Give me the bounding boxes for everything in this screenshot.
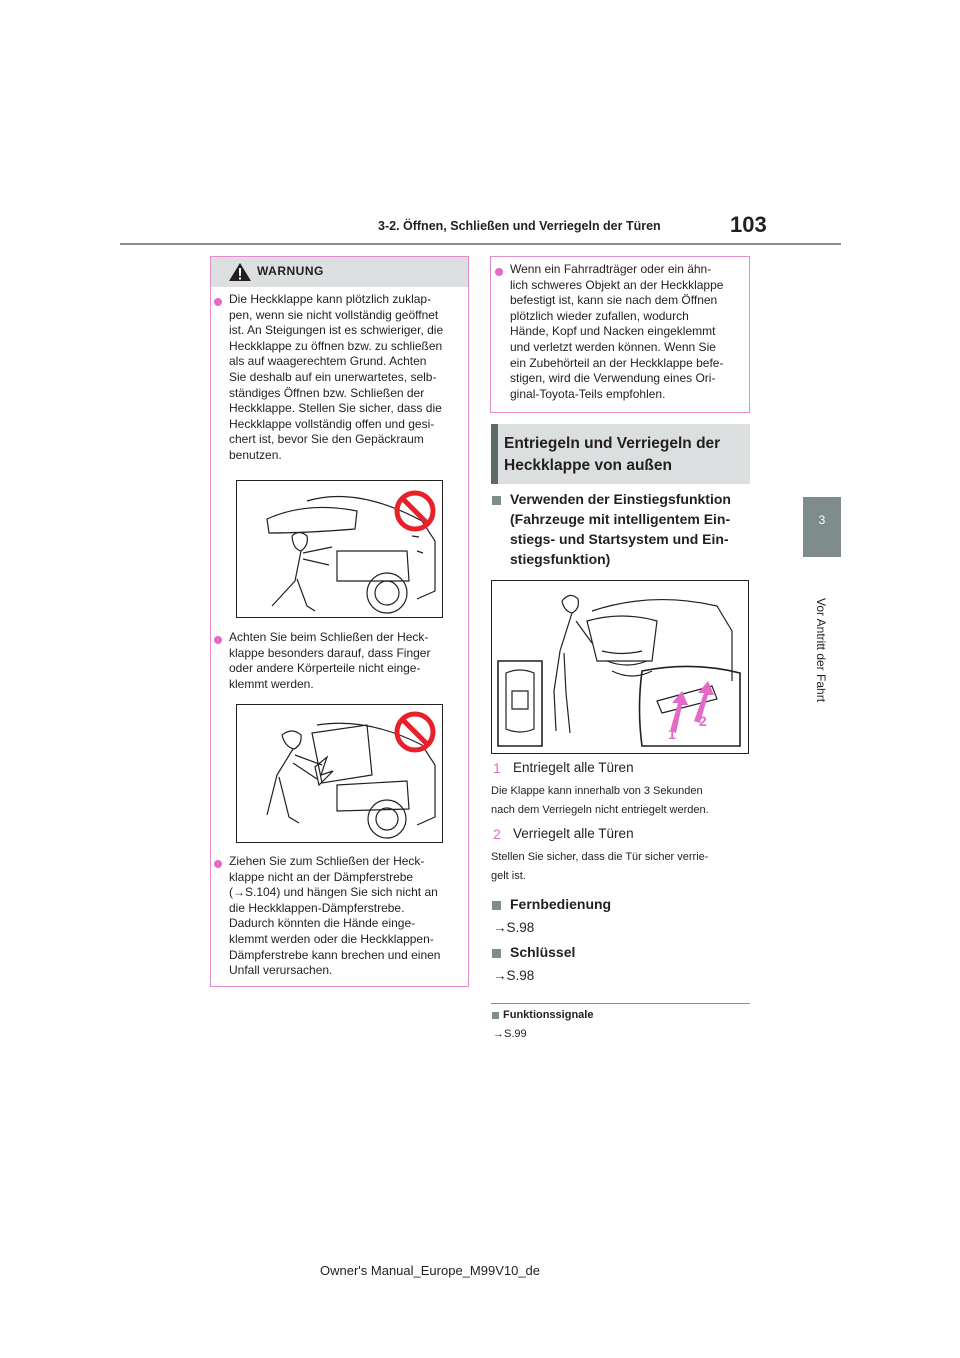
section-heading-bar <box>491 424 498 484</box>
text-line: ginal-Toyota-Teils empfohlen. <box>510 386 666 401</box>
square-bullet-icon <box>492 496 501 505</box>
chapter-side-title <box>808 575 834 725</box>
illustration-tailgate-opening <box>236 480 443 618</box>
note-line: gelt ist. <box>491 870 526 882</box>
step-label-1: Entriegelt alle Türen <box>513 760 634 775</box>
text-line: Wenn ein Fahrradträger oder ein ähn- <box>510 262 712 276</box>
text-line: oder andere Körperteile nicht einge- <box>229 661 421 676</box>
text-line: plötzlich wieder zufallen, wodurch <box>510 308 689 323</box>
running-header: 3-2. Öffnen, Schließen und Verriegeln der Türen <box>378 219 661 233</box>
text-line: Achten Sie beim Schließen der Heck- <box>229 630 429 644</box>
bullet-dot-icon <box>495 268 503 276</box>
text-line: Unfall verursachen. <box>229 963 333 978</box>
reference-signals[interactable]: →S.99 <box>493 1028 527 1040</box>
illustration-door-handle <box>491 580 749 754</box>
text-line: chert ist, bevor Sie den Gepäckraum <box>229 432 424 447</box>
square-bullet-icon <box>492 1012 499 1019</box>
chapter-tab[interactable]: 3 <box>803 497 841 557</box>
prohibition-icon <box>393 710 437 754</box>
door-handle-drawing <box>492 581 748 753</box>
text-line: Sie deshalb auf ein unerwartetes, selb- <box>229 369 437 384</box>
note-line: Stellen Sie sicher, dass die Tür sicher verrie- <box>491 851 709 863</box>
text-line: Dadurch könnten die Hände einge- <box>229 916 416 931</box>
subheading-signals: Funktionssignale <box>503 1009 594 1021</box>
section-title <box>504 433 720 477</box>
bullet-dot-icon <box>214 636 222 644</box>
text-line: klemmt werden oder die Heckklappen- <box>229 931 434 946</box>
square-bullet-icon <box>492 949 501 958</box>
warning-bullet-3 <box>229 854 440 979</box>
text-line: Heckklappe zu öffnen bzw. zu schließen <box>229 338 443 353</box>
warning-bullet-2 <box>229 630 430 692</box>
square-bullet-icon <box>492 901 501 910</box>
reference-remote[interactable]: →S.98 <box>493 920 535 935</box>
text-line: als auf waagerechtem Grund. Achten <box>229 354 427 369</box>
step-note-2 <box>491 848 708 886</box>
text-line: Die Heckklappe kann plötzlich zuklap- <box>229 292 432 306</box>
warning-bullet-1 <box>229 292 443 464</box>
title-line: Entriegeln und Verriegeln der <box>504 435 721 452</box>
subheading-line: stiegsfunktion) <box>510 551 611 567</box>
bullet-dot-icon <box>214 860 222 868</box>
note-line: Die Klappe kann innerhalb von 3 Sekunden <box>491 785 703 797</box>
bullet-dot-icon <box>214 298 222 306</box>
text-line: klappe nicht an der Dämpferstrebe <box>229 869 414 884</box>
text-line: klappe besonders darauf, dass Finger <box>229 645 431 660</box>
illustration-tailgate-closing <box>236 704 443 843</box>
text-line: Heckklappe vollständig offen und gesi- <box>229 416 435 431</box>
text-line: ist. An Steigungen ist es schwieriger, die <box>229 323 444 338</box>
text-line: pen, wenn sie nicht vollständig geöffnet <box>229 307 439 322</box>
subheading-line: stiegs- und Startsystem und Ein- <box>510 531 729 547</box>
text-line: Heckklappe. Stellen Sie sicher, dass die <box>229 401 442 416</box>
text-line: befestigt ist, kann sie nach dem Öffnen <box>510 293 718 308</box>
prohibition-icon <box>393 489 437 533</box>
chapter-title-text: Vor Antritt der Fahrt <box>814 597 828 703</box>
text-line: ein Zubehörteil an der Heckklappe befe- <box>510 355 724 370</box>
title-line: Heckklappe von außen <box>504 457 672 474</box>
text-line: Dämpferstrebe kann brechen und einen <box>229 947 441 962</box>
text-line: Ziehen Sie zum Schließen der Heck- <box>229 854 425 868</box>
note-line: nach dem Verriegeln nicht entriegelt werden. <box>491 804 709 816</box>
text-line: (→S.104) und hängen Sie sich nicht an <box>229 885 438 900</box>
subheading-key: Schlüssel <box>510 944 576 960</box>
section-divider <box>491 1003 750 1004</box>
text-line: benutzen. <box>229 447 282 462</box>
text-line: und verletzt werden können. Wenn Sie <box>510 339 716 354</box>
figure-label-2: 2 <box>699 713 707 729</box>
text-line: ständiges Öffnen bzw. Schließen der <box>229 385 425 400</box>
reference-key[interactable]: →S.98 <box>493 968 535 983</box>
footer-manual-id: Owner's Manual_Europe_M99V10_de <box>320 1263 541 1278</box>
subheading-remote: Fernbedienung <box>510 896 612 912</box>
text-line: die Heckklappen-Dämpferstrebe. <box>229 900 405 915</box>
step-number-2: 2 <box>493 826 501 842</box>
header-divider <box>120 243 841 245</box>
text-line: lich schweres Objekt an der Heckklappe <box>510 277 724 292</box>
step-note-1 <box>491 782 709 820</box>
warning-title: WARNUNG <box>257 264 324 278</box>
subheading-entry-function <box>510 489 731 569</box>
figure-label-1: 1 <box>668 726 676 742</box>
warning-triangle-icon <box>228 262 252 282</box>
step-label-2: Verriegelt alle Türen <box>513 826 634 841</box>
text-line: klemmt werden. <box>229 676 314 691</box>
subheading-line: (Fahrzeuge mit intelligentem Ein- <box>510 511 731 527</box>
warning-bullet-4 <box>510 262 723 402</box>
text-line: Hände, Kopf und Nacken eingeklemmt <box>510 324 716 339</box>
page-number: 103 <box>730 212 767 237</box>
subheading-line: Verwenden der Einstiegsfunktion <box>510 491 731 507</box>
step-number-1: 1 <box>493 760 501 776</box>
text-line: stigen, wird die Verwendung eines Ori- <box>510 371 716 386</box>
